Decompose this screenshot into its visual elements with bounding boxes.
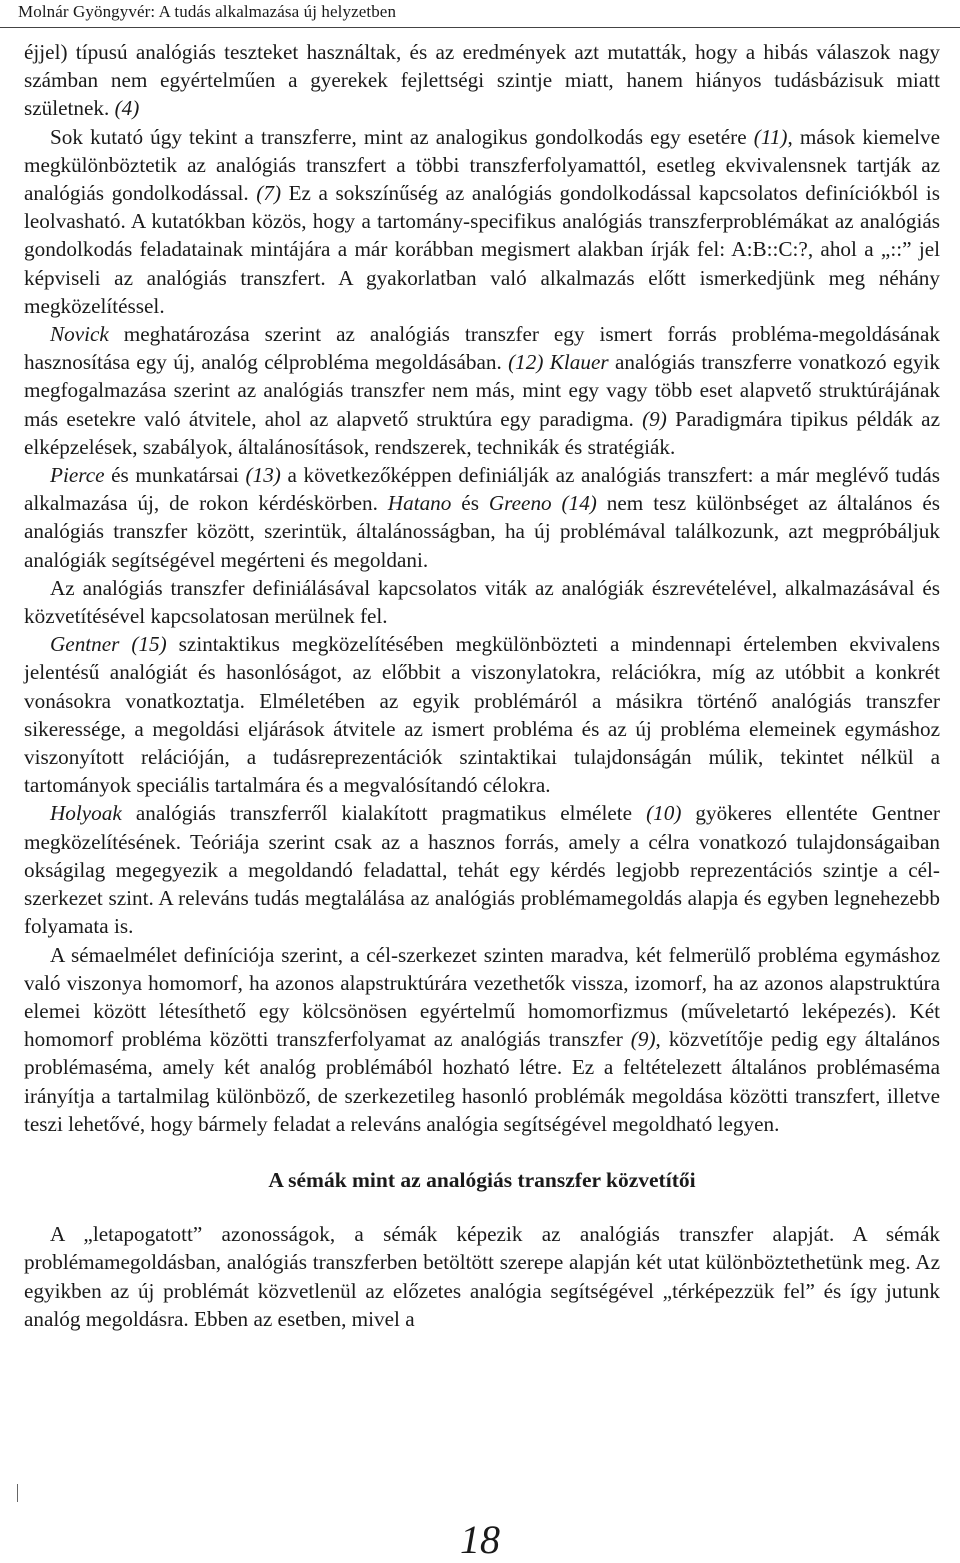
paragraph — [24, 38, 940, 123]
paragraph-text: analógiás transzferre vonatkozó egyik megfogalmazása szerint az analógiás transzfer nem más, mint egy vagy több eset alapvető struktúrájának más esetekre való átvitele, ahol az alapvető struktúra egy paradigma. — [24, 350, 941, 431]
paragraph-text: gyökeres ellentéte Gentner megközelítésének. Teóriája szerint csak az a hasznos forrás, amely a célra vonatkozó tulajdonságaiban okságilag megegyezik a megoldandó feladattal, tehát egy kérdés legjobb reprezentációs szintje a cél-szerkezet szint. A releváns tudás megtalálása az analógiás problémamegoldás alapja és egyben legnehezebb folyamata is. — [24, 801, 940, 939]
paragraph-text: Sok kutató úgy tekint a transzferre, mint az analogikus gondolkodás egy esetére — [50, 124, 754, 149]
citation-text: Pierce — [50, 463, 105, 488]
paragraph — [24, 574, 940, 630]
paragraph-text: szintaktikus megközelítésében megkülönbözteti a mindennapi értelemben ekvivalens jelentésű analógiát és hasonlóságot, az előbbit a viszonylatokra, relációkra, míg az utóbbit a konkrét vonásokra vonatkoztatja. Elméletében az egyik problémáról a másikra történő analógiás transzfer sikeressége, a megoldási eljárások átvitele az ismert probléma és az új probléma elemeinek egymáshoz viszonyított relációján, a tudásreprezentációk szintaktikai tulajdonságán múlik, tekintet nélkül a tartományok speciális tartalmára és a megvalósítandó célokra. — [24, 632, 941, 798]
citation-text: Greeno (14) — [488, 491, 597, 516]
paragraph — [24, 461, 940, 574]
paragraph: A „letapogatott” azonosságok, a sémák képezik az analógiás transzfer alapját. A sémák problémamegoldásban, analógiás transzferben betöltött szerepe alapján két utat különböztethetünk meg. Az egyikben az új problémát közvetlenül az előzetes analógia segítségével „térképezzük fel” és így jutunk analóg megoldásra. Ebben az esetben, mivel a — [24, 1222, 940, 1331]
header-divider — [0, 27, 960, 28]
paragraph-text: és munkatársai — [104, 463, 246, 488]
paragraph-text: Paradigmára tipikus példák az elképzelések, szabályok, általánosítások, rendszerek, technikák és stratégiák. — [24, 406, 940, 459]
citation-text: (9) — [630, 1027, 656, 1052]
paragraph-text: , közvetítője pedig egy általános problémaséma, amely két analóg problémából hozható létre. Ez a feltételezett általános problémaséma irányítja a tartalmilag különböző, de szerkezetileg hasonló problémák megoldása közötti transzfert, illetve teszi lehetővé, hogy bármely feladat a releváns analógia segítségével megoldható legyen. — [24, 1027, 940, 1136]
citation-text: Gentner (15) — [50, 632, 167, 657]
paragraph — [24, 799, 940, 940]
paragraph-text: Ez a sokszínűség az analógiás gondolkodással kapcsolatos definíciókból is leolvasható. A kutatókban közös, hogy a tartomány-specifikus analógiás transzferproblémákat az analógiás gondolkodás feladatainak mintájára a már korábban megismert alakban írják fel: A:B::C:?, ahol a „::” jel képviseli az analógiás transzfert. A gyakorlatban való alkalmazás előtt ismerkedjünk meg néhány megközelítéssel. — [24, 181, 940, 318]
citation-text: (7) — [256, 181, 282, 206]
citation-text: (9) — [642, 406, 667, 431]
page-number: 18 — [460, 1517, 500, 1562]
citation-text: (13) — [245, 463, 281, 488]
citation-text: Holyoak — [50, 801, 122, 826]
citation-text: Hatano — [387, 491, 452, 516]
paragraph-text: Az analógiás transzfer definiálásával kapcsolatos viták az analógiák észrevételével, alkalmazásával és közvetítésével kapcsolatosan merülnek fel. — [24, 575, 940, 629]
paragraph — [24, 123, 940, 320]
paragraph-text: , mások kiemelve megkülönböztetik az analógiás transzfert a többi transzferfolyamattól, esetleg ekvivalensnek tartják az analógiás gondolkodással. — [24, 124, 940, 206]
citation-text: (11) — [753, 124, 788, 149]
paragraph — [24, 630, 940, 799]
paragraph-text: analógiás transzferről kialakított pragmatikus elmélete — [121, 801, 647, 826]
citation-text: Novick — [50, 322, 109, 347]
paragraph-text: A sémaelmélet definíciója szerint, a cél-szerkezet szinten maradva, két felmerülő probléma egymáshoz való viszonya homomorf, ha azonos alapstruktúrára vezethetők vissza, izomorf, ha az azonos alapstruktúra elemei között létesíthető egy kölcsönösen egyértelmű homomorfizmus (műveletartó leképezés). Két homomorf probléma közötti transzferfolyamat az analógiás transzfer — [24, 942, 940, 1052]
body-text — [24, 38, 940, 1333]
paragraph-text: éjjel) típusú analógiás teszteket használtak, és az eredmények azt mutatták, hogy a hibás válaszok nagy számban nem egyértelműen a gyerekek fejlettségi szintje miatt, hanem hiányos tudásbázisuk miatt születnek. — [24, 40, 940, 121]
citation-text: (10) — [646, 801, 682, 826]
paragraph-text: meghatározása szerint az analógiás transzfer egy ismert forrás probléma-megoldásának hasznosítása egy új, analóg célprobléma megoldásában. — [24, 322, 940, 375]
margin-mark — [17, 1484, 18, 1502]
paragraph-text: és — [451, 491, 489, 516]
paragraph — [24, 320, 940, 461]
citation-text: (4) — [114, 96, 140, 121]
paragraph-text: a következőképpen definiálják az analógiás transzfert: a már meglévő tudás alkalmazása új, de rokon kérdéskörben. — [24, 463, 940, 516]
citation-text: (12) Klauer — [508, 350, 609, 375]
section-heading: A sémák mint az analógiás transzfer közvetítői — [268, 1167, 696, 1192]
running-header: Molnár Gyöngyvér: A tudás alkalmazása új helyzetben — [18, 2, 397, 21]
paragraph-text: nem tesz különbséget az általános és analógiás transzfer között, szerintük, általánosságban, ha új problémával találkozunk, azt megpróbáljuk analógiák segítségével megérteni és megoldani. — [24, 491, 940, 572]
paragraph — [24, 941, 940, 1138]
